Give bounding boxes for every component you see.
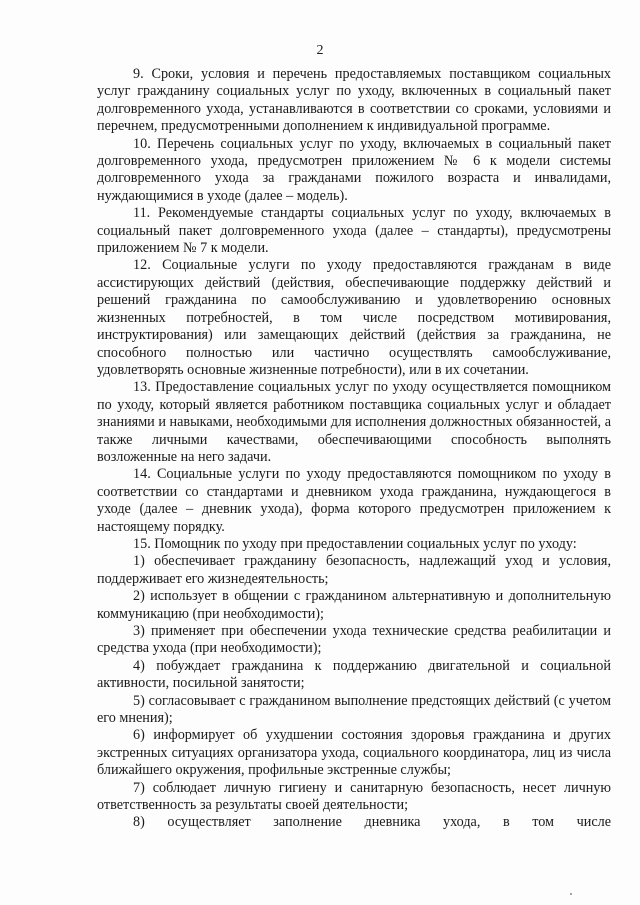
list-item-4: 4) побуждает гражданина к поддержанию двигательной и социальной активности, посильной занятости;: [97, 657, 611, 692]
list-item-2: 2) использует в общении с гражданином альтернативную и дополнительную коммуникацию (при необходимости);: [97, 588, 611, 622]
list-item-5: 5) согласовывает с гражданином выполнение предстоящих действий (с учетом его мнения);: [97, 692, 611, 727]
paragraph-15: 15. Помощник по уходу при предоставлении социальных услуг по уходу:: [133, 535, 577, 552]
list-item-3: 3) применяет при обеспечении ухода технические средства реабилитации и средства ухода (при необходимости);: [97, 623, 611, 657]
page-number: 2: [316, 43, 324, 58]
paragraph-10: 10. Перечень социальных услуг по уходу, включаемых в социальный пакет долговременного ухода, предусмотрен приложением № 6 к модели системы долговременного ухода за гражданами пожилого возраста и инвалидами, нуждающимися в уходе (далее – модель).: [97, 135, 611, 204]
scan-speck: [570, 893, 572, 895]
paragraph-13: 13. Предоставление социальных услуг по уходу осуществляется помощником по уходу, который является работником поставщика социальных услуг и обладает знаниями и навыками, необходимыми для исполнения должностных обязанностей, а также личными качествами, обеспечивающими способность выполнять возложенные на него задачи.: [97, 379, 611, 465]
list-item-7: 7) соблюдает личную гигиену и санитарную безопасность, несет личную ответственность за результаты своей деятельности;: [97, 779, 611, 814]
list-item-8: 8) осуществляет заполнение дневника ухода, в том числе: [133, 814, 611, 831]
document-body: [97, 66, 611, 832]
list-item-6: 6) информирует об ухудшении состояния здоровья гражданина и других экстренных ситуациях организатора ухода, социального координатора, лиц из числа ближайшего окружения, профильные экстренные службы;: [97, 727, 611, 779]
paragraph-11: 11. Рекомендуемые стандарты социальных услуг по уходу, включаемых в социальный пакет долговременного ухода (далее – стандарты), предусмотрены приложением № 7 к модели.: [97, 205, 611, 257]
list-item-1: 1) обеспечивает гражданину безопасность, надлежащий уход и условия, поддерживает его жизнедеятельность;: [97, 553, 611, 587]
paragraph-9: 9. Сроки, условия и перечень предоставляемых поставщиком социальных услуг гражданину социальных услуг по уходу, включенных в социальный пакет долговременного ухода, устанавливаются в соответствии со сроками, условиями и перечнем, предусмотренными дополнением к индивидуальной программе.: [97, 66, 611, 135]
paragraph-12: 12. Социальные услуги по уходу предоставляются гражданам в виде ассистирующих действий (действия, обеспечивающие поддержку действий и решений гражданина по самообслуживанию и удовлетворению основных жизненных потребностей, в том числе посредством мотивирования, инструктирования) или замещающих действий (действия за гражданина, не способного полностью или частично осуществлять самообслуживание, удовлетворять основные жизненные потребности), или в их сочетании.: [97, 257, 611, 378]
paragraph-14: 14. Социальные услуги по уходу предоставляются помощником по уходу в соответствии со стандартами и дневником ухода гражданина, нуждающегося в уходе (далее – дневник ухода), форма которого предусмотрен приложением к настоящему порядку.: [97, 466, 611, 535]
